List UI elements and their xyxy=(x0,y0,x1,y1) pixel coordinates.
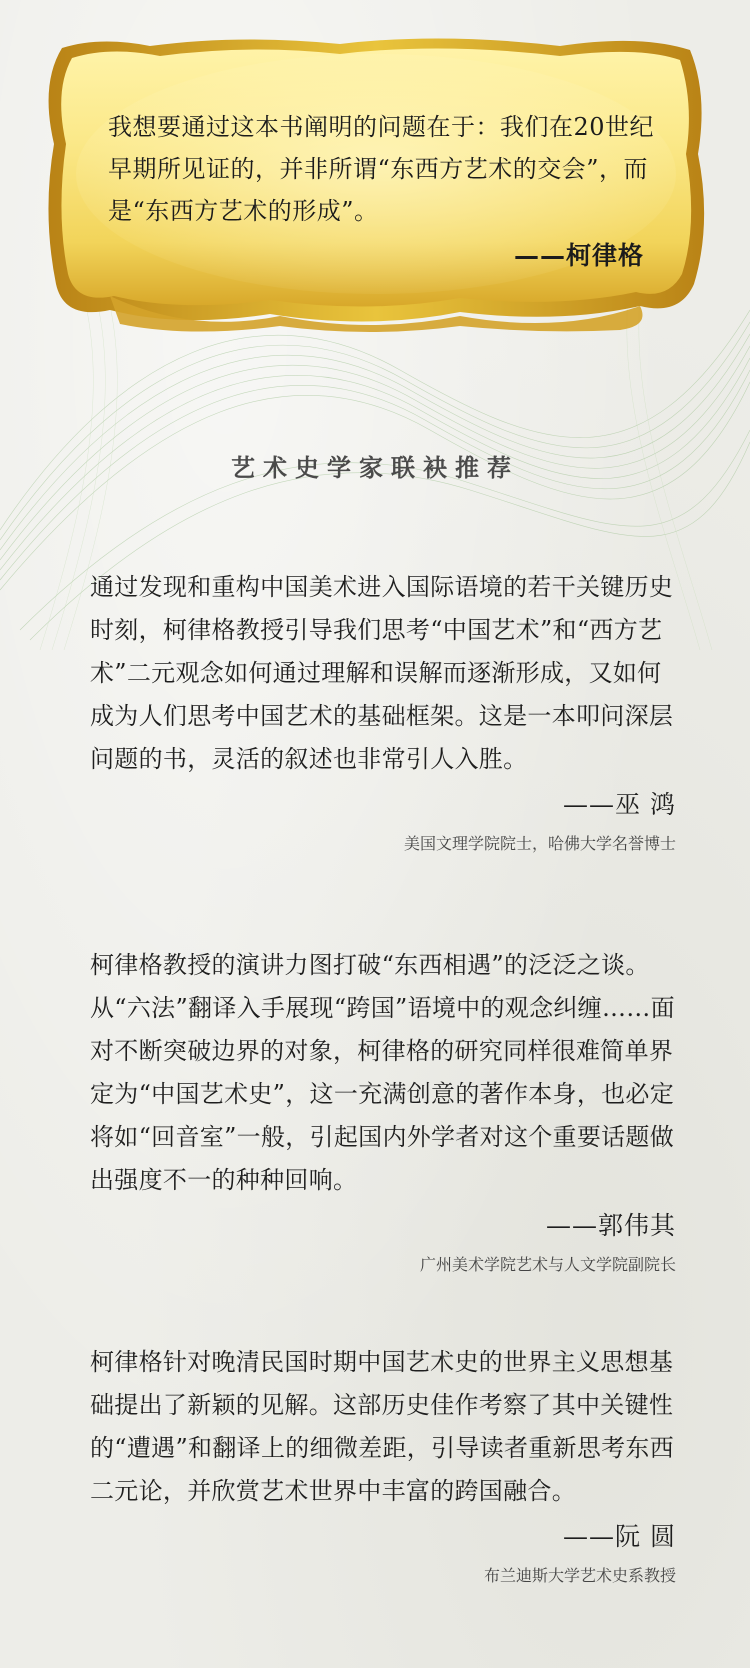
recommendation-text: 通过发现和重构中国美术进入国际语境的若干关键历史时刻，柯律格教授引导我们思考“中国艺术”和“西方艺术”二元观念如何通过理解和误解而逐渐形成，又如何成为人们思考中国艺术的基础框架。这是一本叩问深层问题的书，灵活的叙述也非常引人入胜。 xyxy=(90,573,674,773)
section-title: 艺术史学家联袂推荐 xyxy=(231,454,519,482)
recommendation-text: 柯律格教授的演讲力图打破“东西相遇”的泛泛之谈。从“六法”翻译入手展现“跨国”语境中的观念纠缠……面对不断突破边界的对象，柯律格的研究同样很难简单界定为“中国艺术史”，这一充满创意的著作本身，也必定将如“回音室”一般，引起国内外学者对这个重要话题做出强度不一的种种回响。 xyxy=(90,951,675,1194)
recommendation-ruan-yuan xyxy=(90,1341,676,1586)
recommender-title: 布兰迪斯大学艺术史系教授 xyxy=(483,1566,676,1585)
golden-scroll-banner xyxy=(40,34,712,334)
recommendation-text: 柯律格针对晚清民国时期中国艺术史的世界主义思想基础提出了新颖的见解。这部历史佳作考察了其中关键性的“遭遇”和翻译上的细微差距，引导读者重新思考东西二元论，并欣赏艺术世界中丰富的跨国融合。 xyxy=(90,1348,675,1505)
recommender-name: ——巫 鸿 xyxy=(563,790,676,819)
recommendation-guo-weiqi xyxy=(90,944,676,1275)
intro-quote-text: 我想要通过这本书阐明的问题在于：我们在20世纪早期所见证的，并非所谓“东西方艺术的交会”，而是“东西方艺术的形成”。 xyxy=(108,113,655,225)
recommender-name: ——郭伟其 xyxy=(545,1211,676,1240)
recommender-title: 广州美术学院艺术与人文学院副院长 xyxy=(419,1255,676,1274)
intro-quote-author: ——柯律格 xyxy=(513,241,644,270)
recommender-title: 美国文理学院院士，哈佛大学名誉博士 xyxy=(403,834,676,853)
recommendation-wu-hung xyxy=(90,566,676,854)
recommender-name: ——阮 圆 xyxy=(563,1522,676,1551)
